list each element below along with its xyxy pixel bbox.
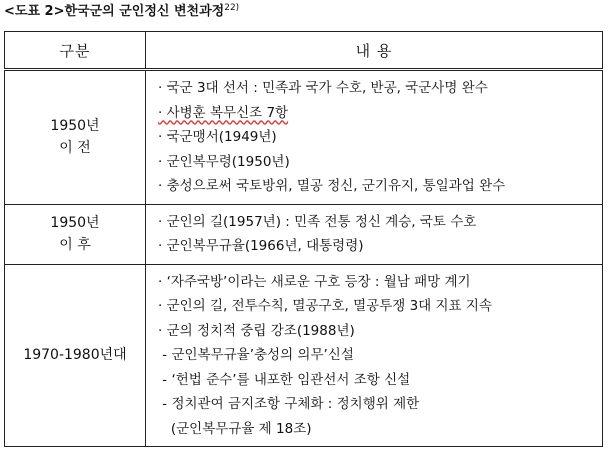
content-cell [146, 264, 603, 447]
list-item: · 국군맹서(1949년) [158, 129, 277, 145]
period-cell [5, 264, 146, 447]
list-item: - 군인복무규율’충성의 의무’신설 [158, 347, 354, 363]
content-cell [146, 204, 603, 264]
table-caption [4, 2, 239, 22]
list-item: · 군인복무규율(1966년, 대통령령) [158, 238, 364, 254]
list-item: · 군인의 길, 전투수칙, 멸공구호, 멸공투쟁 3대 지표 지속 [158, 298, 492, 314]
header-content: 내 용 [146, 32, 603, 70]
list-item: · 군인복무령(1950년) [158, 153, 290, 170]
caption-footnote: 22) [224, 3, 240, 13]
table-row [5, 264, 603, 447]
period-label: 1950년 [50, 215, 100, 231]
table-row [5, 70, 603, 205]
period-cell [5, 70, 146, 205]
list-item [158, 101, 602, 126]
list-item: - ‘헌법 준수’를 내포한 임관선서 조항 신설 [158, 371, 411, 388]
header-category: 구분 [5, 32, 146, 70]
list-item: · ‘자주국방’이라는 새로운 구호 등장 : 월남 패망 계기 [158, 273, 471, 290]
period-label: 이 후 [59, 237, 91, 253]
list-item: (군인복무규율 제 18조) [158, 420, 312, 437]
period-label: 이 전 [59, 140, 91, 157]
period-label: 1970-1980년대 [23, 347, 127, 364]
table-row [5, 204, 603, 264]
period-label: 1950년 [50, 118, 100, 135]
evolution-table [4, 31, 603, 447]
list-item: · 군인의 길(1957년) : 민족 전통 정신 계승, 국토 수호 [158, 213, 477, 230]
list-item: · 국군 3대 선서 : 민족과 국가 수호, 반공, 국군사명 완수 [158, 80, 488, 96]
list-item-text: · 사병훈 복무신조 7항 [158, 104, 289, 121]
content-cell [146, 70, 603, 205]
header-row [5, 32, 603, 70]
list-item: - 정치관여 금지조항 구체화 : 정치행위 제한 [158, 396, 420, 412]
caption-text: <도표 2>한국군의 군인정신 변천과정 [4, 4, 225, 19]
list-item: · 충성으로써 국토방위, 멸공 정신, 군기유지, 통일과업 완수 [158, 178, 506, 194]
period-cell [5, 204, 146, 264]
list-item: · 군의 정치적 중립 강조(1988년) [158, 322, 355, 339]
